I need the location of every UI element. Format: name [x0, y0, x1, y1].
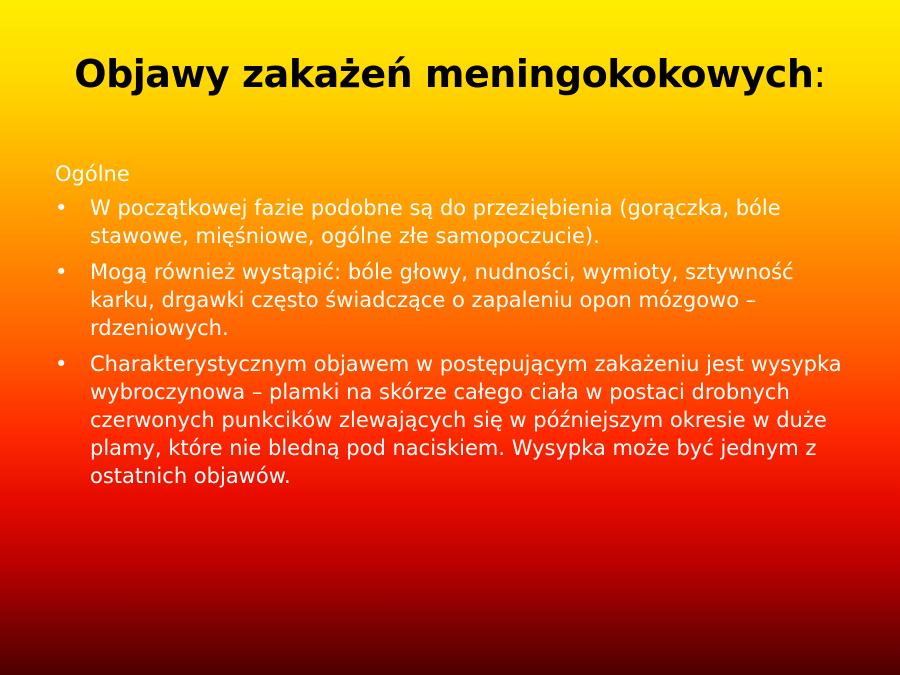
slide-title-text: Objawy zakażeń meningokokowych	[74, 52, 814, 96]
bullet-icon: •	[55, 352, 68, 376]
bullet-icon: •	[55, 260, 68, 284]
bullet-item	[55, 350, 855, 490]
bullet-text: Charakterystycznym objawem w postępującym zakażeniu jest wysypka wybroczynowa – plamki na skórze całego ciała w postaci drobnych czerwonych punkcików zlewających się w późniejszym okresie w duże plamy, które nie bledną pod naciskiem. Wysypka może być jednym z ostatnich objawów.	[90, 352, 842, 488]
section-label: Ogólne	[55, 162, 130, 186]
slide-title-colon: :	[813, 52, 826, 96]
slide-content	[55, 160, 855, 498]
bullet-icon: •	[55, 196, 68, 220]
bullet-text: W początkowej fazie podobne są do przeziębienia (gorączka, bóle stawowe, mięśniowe, ogólne złe samopoczucie).	[90, 196, 781, 248]
bullet-list	[55, 194, 855, 490]
bullet-item	[55, 194, 855, 250]
bullet-item	[55, 258, 855, 342]
slide-title	[0, 52, 900, 96]
bullet-text: Mogą również wystąpić: bóle głowy, nudności, wymioty, sztywność karku, drgawki często świadczące o zapaleniu opon mózgowo – rdzeniowych.	[90, 260, 794, 340]
